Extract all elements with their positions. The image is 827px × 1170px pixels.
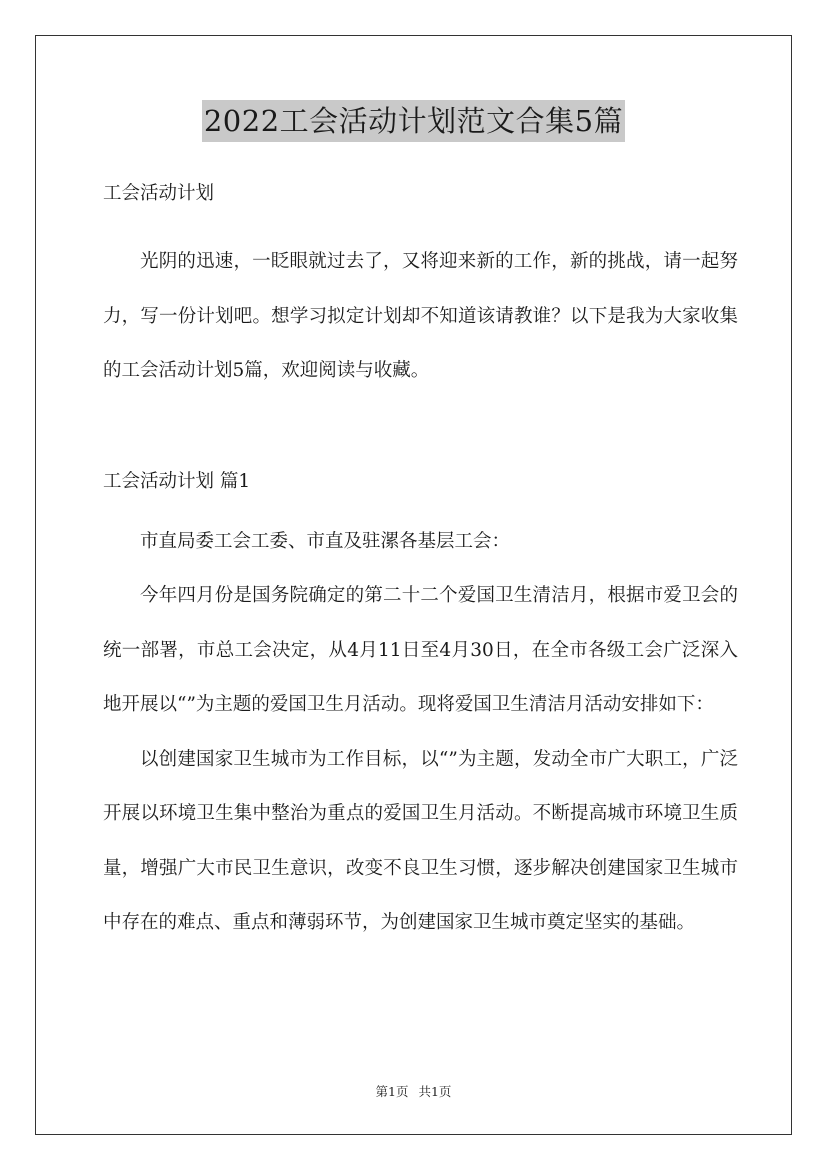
body-paragraph: 以创建国家卫生城市为工作目标，以“”为主题，发动全市广大职工，广泛开展以环境卫生集中整治为重点的爱国卫生月活动。不断提高城市环境卫生质量，增强广大市民卫生意识，改变不良卫生习惯，逐步解决创建国家卫生城市中存在的难点、重点和薄弱环节，为创建国家卫生城市奠定坚实的基础。 bbox=[103, 748, 738, 933]
body-paragraph: 今年四月份是国务院确定的第二十二个爱国卫生清洁月，根据市爱卫会的统一部署，市总工会决定，从4月11日至4月30日，在全市各级工会广泛深入地开展以“”为主题的爱国卫生月活动。现将爱国卫生清洁月活动安排如下： bbox=[103, 585, 738, 715]
title-container bbox=[0, 100, 827, 142]
intro-paragraph: 光阴的迅速，一眨眼就过去了，又将迎来新的工作，新的挑战，请一起努力，写一份计划吧。想学习拟定计划却不知道该请教谁？以下是我为大家收集的工会活动计划5篇，欢迎阅读与收藏。 bbox=[103, 251, 738, 381]
document-body bbox=[103, 176, 738, 951]
page-number: 第1页 bbox=[375, 1084, 409, 1099]
document-title: 2022工会活动计划范文合集5篇 bbox=[202, 100, 625, 142]
page-total: 共1页 bbox=[418, 1084, 452, 1099]
salutation-paragraph: 市直局委工会工委、市直及驻漯各基层工会： bbox=[140, 530, 511, 552]
section-heading-article1: 工会活动计划 篇1 bbox=[103, 470, 251, 492]
page-footer bbox=[0, 1082, 827, 1100]
section-heading: 工会活动计划 bbox=[103, 183, 215, 204]
